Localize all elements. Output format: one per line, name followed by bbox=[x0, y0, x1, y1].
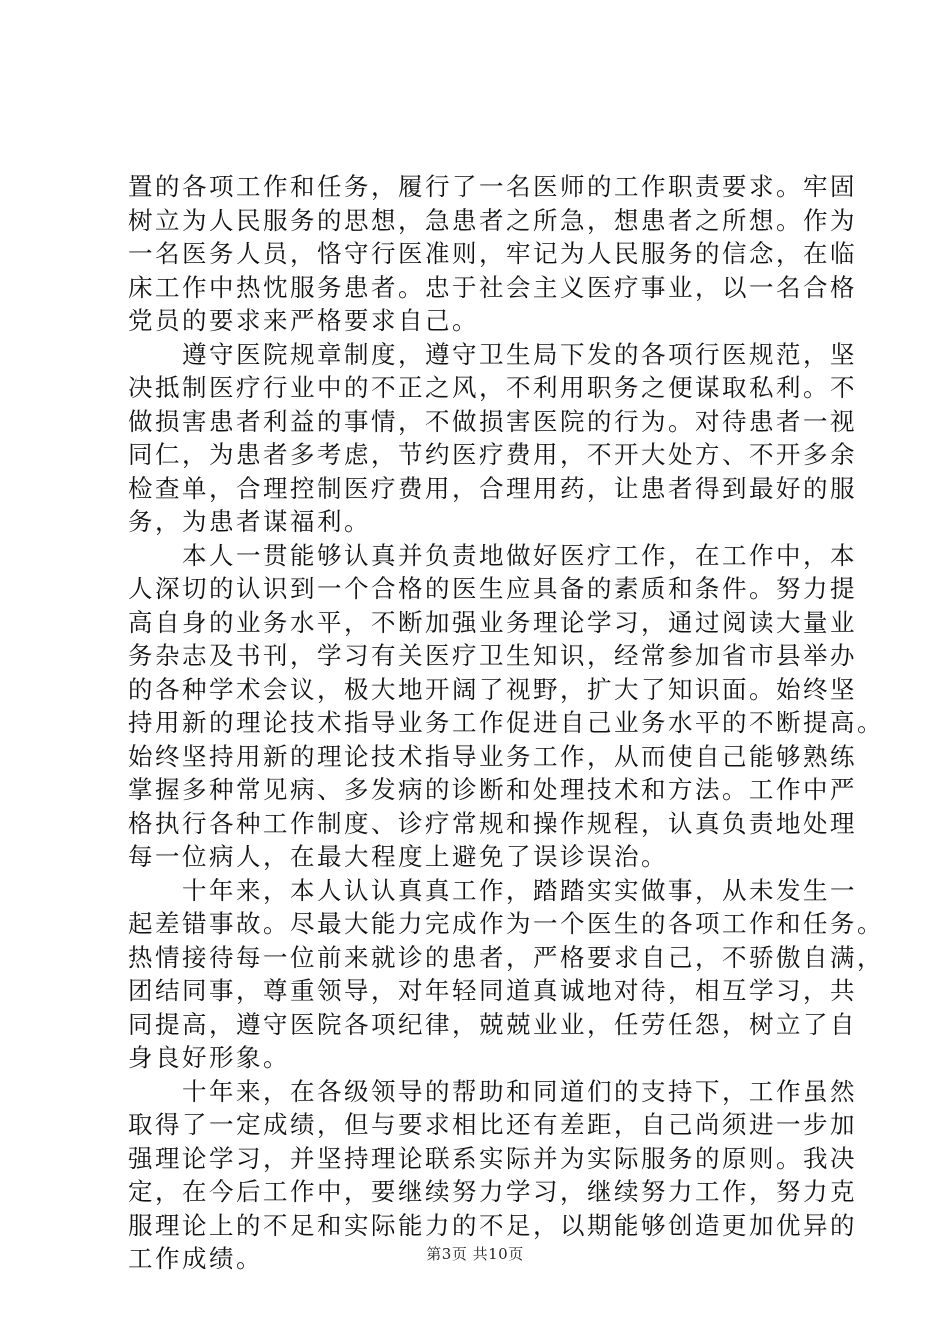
text-line: 每一位病人，在最大程度上避免了误诊误治。 bbox=[128, 842, 668, 871]
text-line: 起差错事故。尽最大能力完成作为一个医生的各项工作和任务。 bbox=[128, 909, 884, 938]
text-line: 遵守医院规章制度，遵守卫生局下发的各项行医规范，坚 bbox=[128, 339, 857, 369]
text-line: 本人一贯能够认真并负责地做好医疗工作，在工作中，本 bbox=[128, 540, 857, 570]
text-line: 强理论学习，并坚持理论联系实际并为实际服务的原则。我决 bbox=[128, 1143, 857, 1173]
text-line: 一名医务人员，恪守行医准则，牢记为人民服务的信念，在临 bbox=[128, 239, 857, 268]
document-body bbox=[128, 170, 884, 1276]
text-line: 同仁，为患者多考虑，节约医疗费用，不开大处方、不开多余 bbox=[128, 440, 857, 469]
text-line: 格执行各种工作制度、诊疗常规和操作规程，认真负责地处理 bbox=[128, 808, 857, 838]
text-line: 身良好形象。 bbox=[128, 1043, 290, 1072]
text-line: 高自身的业务水平，不断加强业务理论学习，通过阅读大量业 bbox=[128, 607, 857, 637]
text-line: 务，为患者谋福利。 bbox=[128, 507, 371, 536]
text-line: 始终坚持用新的理论技术指导业务工作，从而使自己能够熟练 bbox=[128, 741, 857, 771]
text-line: 持用新的理论技术指导业务工作促进自己业务水平的不断提高。 bbox=[128, 708, 884, 737]
text-line: 床工作中热忱服务患者。忠于社会主义医疗事业，以一名合格 bbox=[128, 272, 857, 302]
text-line: 检查单，合理控制医疗费用，合理用药，让患者得到最好的服 bbox=[128, 473, 857, 503]
text-line: 掌握多种常见病、多发病的诊断和处理技术和方法。工作中严 bbox=[128, 775, 857, 804]
text-line: 务杂志及书刊，学习有关医疗卫生知识，经常参加省市县举办 bbox=[128, 641, 857, 670]
page-footer: 第3页 共10页 bbox=[426, 1245, 524, 1263]
text-line: 团结同事，尊重领导，对年轻同道真诚地对待，相互学习，共 bbox=[128, 976, 857, 1005]
text-line: 党员的要求来严格要求自己。 bbox=[128, 306, 479, 335]
text-line: 的各种学术会议，极大地开阔了视野，扩大了知识面。始终坚 bbox=[128, 674, 857, 704]
text-line: 取得了一定成绩，但与要求相比还有差距，自己尚须进一步加 bbox=[128, 1110, 857, 1139]
text-line: 做损害患者利益的事情，不做损害医院的行为。对待患者一视 bbox=[128, 406, 857, 436]
text-line: 决抵制医疗行业中的不正之风，不利用职务之便谋取私利。不 bbox=[128, 373, 857, 402]
text-line: 置的各项工作和任务，履行了一名医师的工作职责要求。牢固 bbox=[128, 172, 857, 201]
text-line: 树立为人民服务的思想，急患者之所急，想患者之所想。作为 bbox=[128, 205, 857, 235]
text-line: 人深切的认识到一个合格的医生应具备的素质和条件。努力提 bbox=[128, 574, 857, 603]
text-line: 同提高，遵守医院各项纪律，兢兢业业，任劳任怨，树立了自 bbox=[128, 1009, 857, 1039]
text-line: 定，在今后工作中，要继续努力学习，继续努力工作，努力克 bbox=[128, 1177, 857, 1206]
text-line: 十年来，本人认认真真工作，踏踏实实做事，从未发生一 bbox=[128, 875, 857, 905]
text-line: 十年来，在各级领导的帮助和同道们的支持下，工作虽然 bbox=[128, 1076, 857, 1106]
text-line: 服理论上的不足和实际能力的不足，以期能够创造更加优异的 bbox=[128, 1210, 857, 1240]
text-line: 热情接待每一位前来就诊的患者，严格要求自己，不骄傲自满， bbox=[128, 942, 884, 972]
text-line: 工作成绩。 bbox=[128, 1244, 263, 1273]
